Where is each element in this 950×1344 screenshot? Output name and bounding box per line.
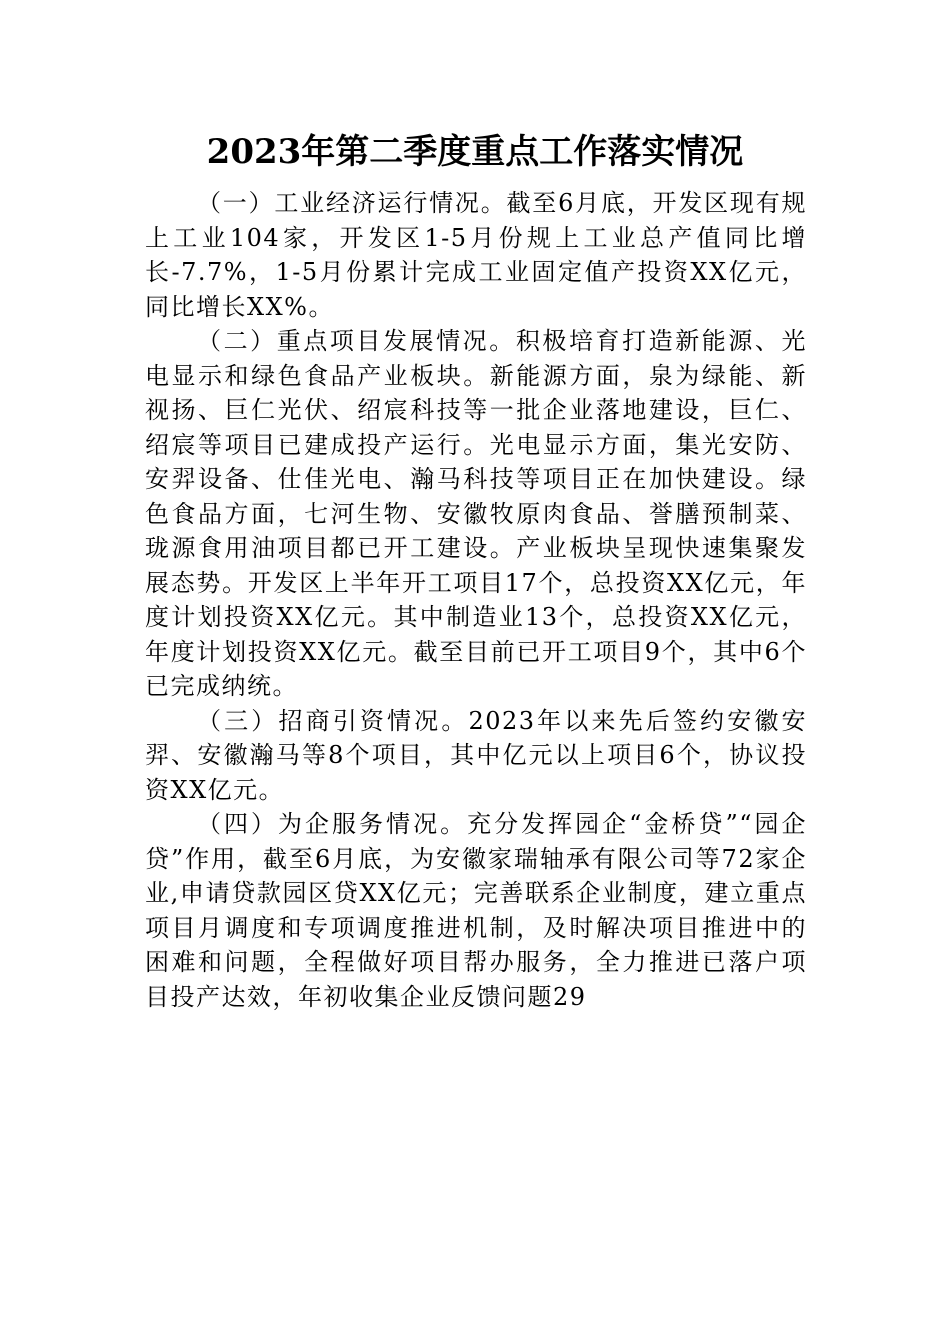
paragraph-key-projects: （二）重点项目发展情况。积极培育打造新能源、光电显示和绿色食品产业板块。新能源方面，泉为绿能、新视扬、巨仁光伏、绍宸科技等一批企业落地建设，巨仁、绍宸等项目已建成投产运行。光电显示方面，集光安防、安羿设备、仕佳光电、瀚马科技等项目正在加快建设。绿色食品方面，七河生物、安徽牧原肉食品、誉膳预制菜、珑源食用油项目都已开工建设。产业板块呈现快速集聚发展态势。开发区上半年开工项目17个，总投资XX亿元，年度计划投资XX亿元。其中制造业13个，总投资XX亿元，年度计划投资XX亿元。截至目前已开工项目9个，其中6个已完成纳统。 [145,327,807,700]
document-title: 2023年第二季度重点工作落实情况 [206,132,744,172]
paragraph-enterprise-services: （四）为企服务情况。充分发挥园企“金桥贷”“园企贷”作用，截至6月底，为安徽家瑞轴承有限公司等72家企业,申请贷款园区贷XX亿元；完善联系企业制度，建立重点项目月调度和专项调度推进机制，及时解决项目推进中的困难和问题，全程做好项目帮办服务，全力推进已落户项目投产达效，年初收集企业反馈问题29 [145,810,807,1011]
document-body [145,186,807,1014]
paragraph-investment-attraction: （三）招商引资情况。2023年以来先后签约安徽安羿、安徽瀚马等8个项目，其中亿元以上项目6个，协议投资XX亿元。 [145,706,807,804]
paragraph-industrial-economy: （一）工业经济运行情况。截至6月底，开发区现有规上工业104家，开发区1-5月份规上工业总产值同比增长-7.7%，1-5月份累计完成工业固定值产投资XX亿元，同比增长XX%。 [145,189,807,321]
